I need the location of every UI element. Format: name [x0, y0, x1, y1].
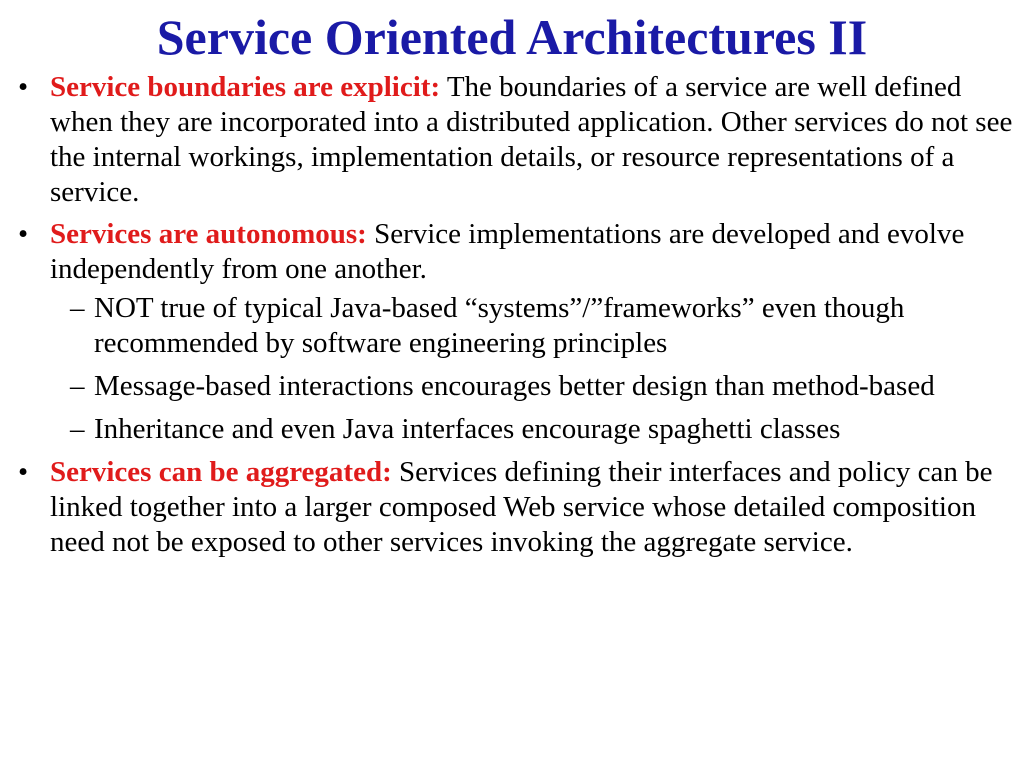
- bullet-text: Services defining their interfaces and policy can be linked together into a larger composed Web service whose detailed composition need not be exposed to other services invoking the aggregate service.: [50, 456, 993, 558]
- bullet-dot-icon: •: [18, 456, 29, 488]
- dash-icon: –: [70, 292, 85, 324]
- bullet-dot-icon: •: [18, 218, 29, 250]
- bullet-lead: Services are autonomous:: [50, 218, 367, 250]
- slide-title: Service Oriented Architectures II: [156, 9, 868, 65]
- sub-bullet-text: NOT true of typical Java-based “systems”/”frameworks” even though recommended by software engineering principles: [94, 292, 905, 359]
- bullet-dot-icon: •: [18, 71, 29, 103]
- sub-bullet-list: [50, 291, 1014, 447]
- bullet-lead: Service boundaries are explicit:: [50, 71, 441, 103]
- dash-icon: –: [70, 370, 85, 402]
- bullet-text: Service implementations are developed and evolve independently from one another.: [50, 218, 965, 285]
- bullet-services-aggregated: [0, 455, 1024, 560]
- sub-bullet-text: Message-based interactions encourages better design than method-based: [94, 370, 935, 402]
- dash-icon: –: [70, 413, 85, 445]
- bullet-lead: Services can be aggregated:: [50, 456, 392, 488]
- sub-bullet-text: Inheritance and even Java interfaces encourage spaghetti classes: [94, 413, 841, 445]
- bullet-list: [0, 70, 1024, 567]
- sub-bullet-item: [50, 412, 1014, 447]
- bullet-service-boundaries: [0, 70, 1024, 210]
- sub-bullet-item: [50, 291, 1014, 361]
- bullet-services-autonomous: [0, 217, 1024, 447]
- sub-bullet-item: [50, 369, 1014, 404]
- bullet-text: The boundaries of a service are well defined when they are incorporated into a distributed application. Other services do not see the internal workings, implementation details, or resource representations of a service.: [50, 71, 1013, 208]
